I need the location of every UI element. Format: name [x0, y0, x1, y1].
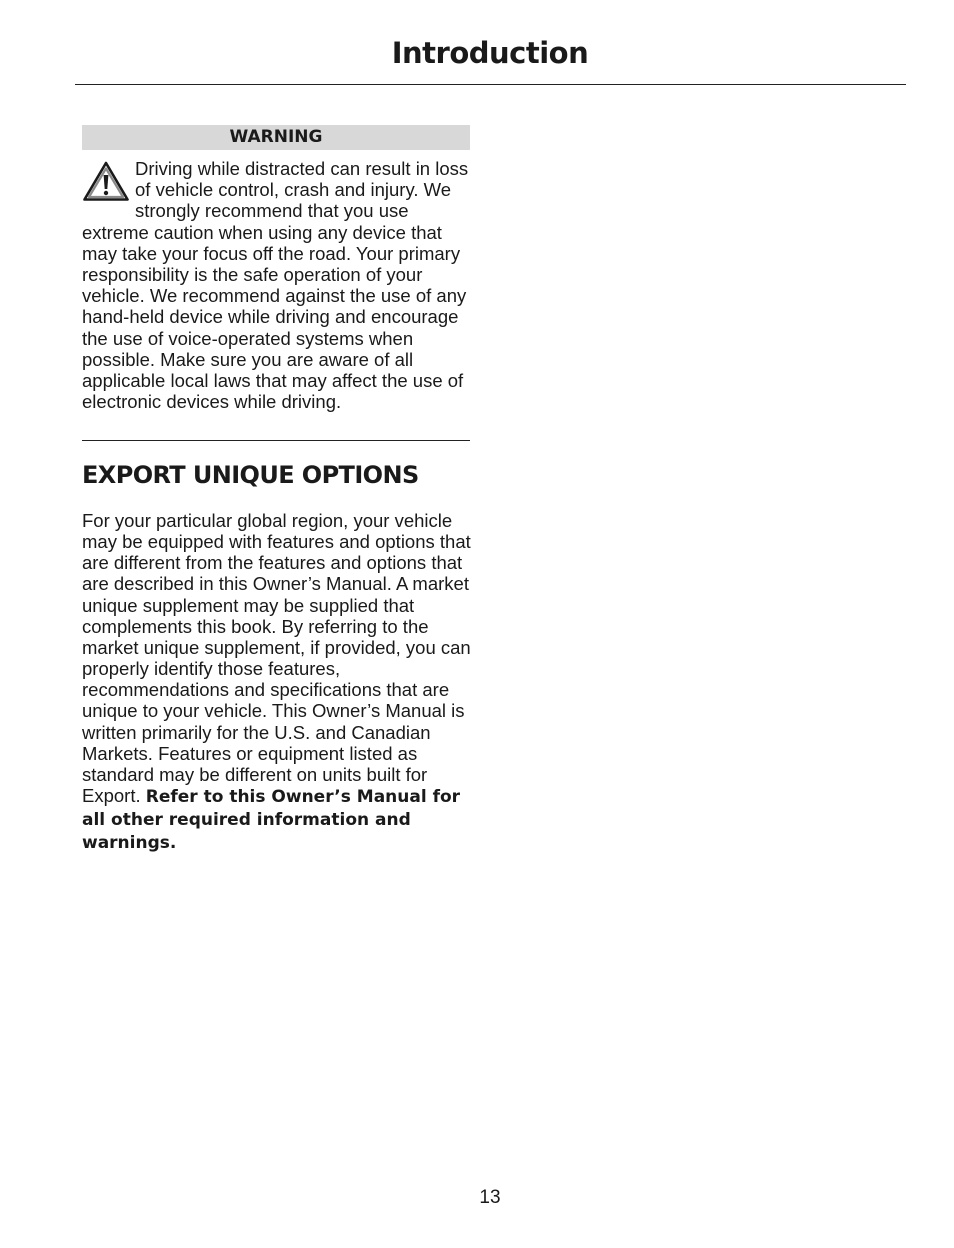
page-number: 13 — [479, 1187, 501, 1208]
page-title: Introduction — [391, 36, 589, 70]
section-body — [82, 510, 474, 855]
section-heading: EXPORT UNIQUE OPTIONS — [82, 461, 419, 489]
warning-body — [82, 158, 474, 412]
warning-header: WARNING — [82, 125, 470, 150]
section-body-text: For your particular global region, your vehicle may be equipped with features and options that are different from the features and options that are described in this Owner’s Manual. A market unique supplement may be supplied that complements this book. By referring to the market unique supplement, if provided, you can properly identify those features, recommendations and specifications that are unique to your vehicle. This Owner’s Manual is written primarily for the U.S. and Canadian Markets. Features or equipment listed as standard may be different on units built for Export. — [82, 510, 471, 807]
title-divider — [75, 84, 906, 85]
warning-text: Driving while distracted can result in loss of vehicle control, crash and injury. We strongly recommend that you use extreme caution when using any device that may take your focus off the road. Your primary responsibility is the safe operation of your vehicle. We recommend against the use of any hand-held device while driving and encourage the use of voice-operated systems when possible. Make sure you are aware of all applicable local laws that may affect the use of electronic devices while driving. — [82, 158, 469, 413]
warning-divider — [82, 440, 470, 441]
section-body-emphasis: Refer to this Owner’s Manual for all other required information and warnings. — [82, 787, 461, 854]
